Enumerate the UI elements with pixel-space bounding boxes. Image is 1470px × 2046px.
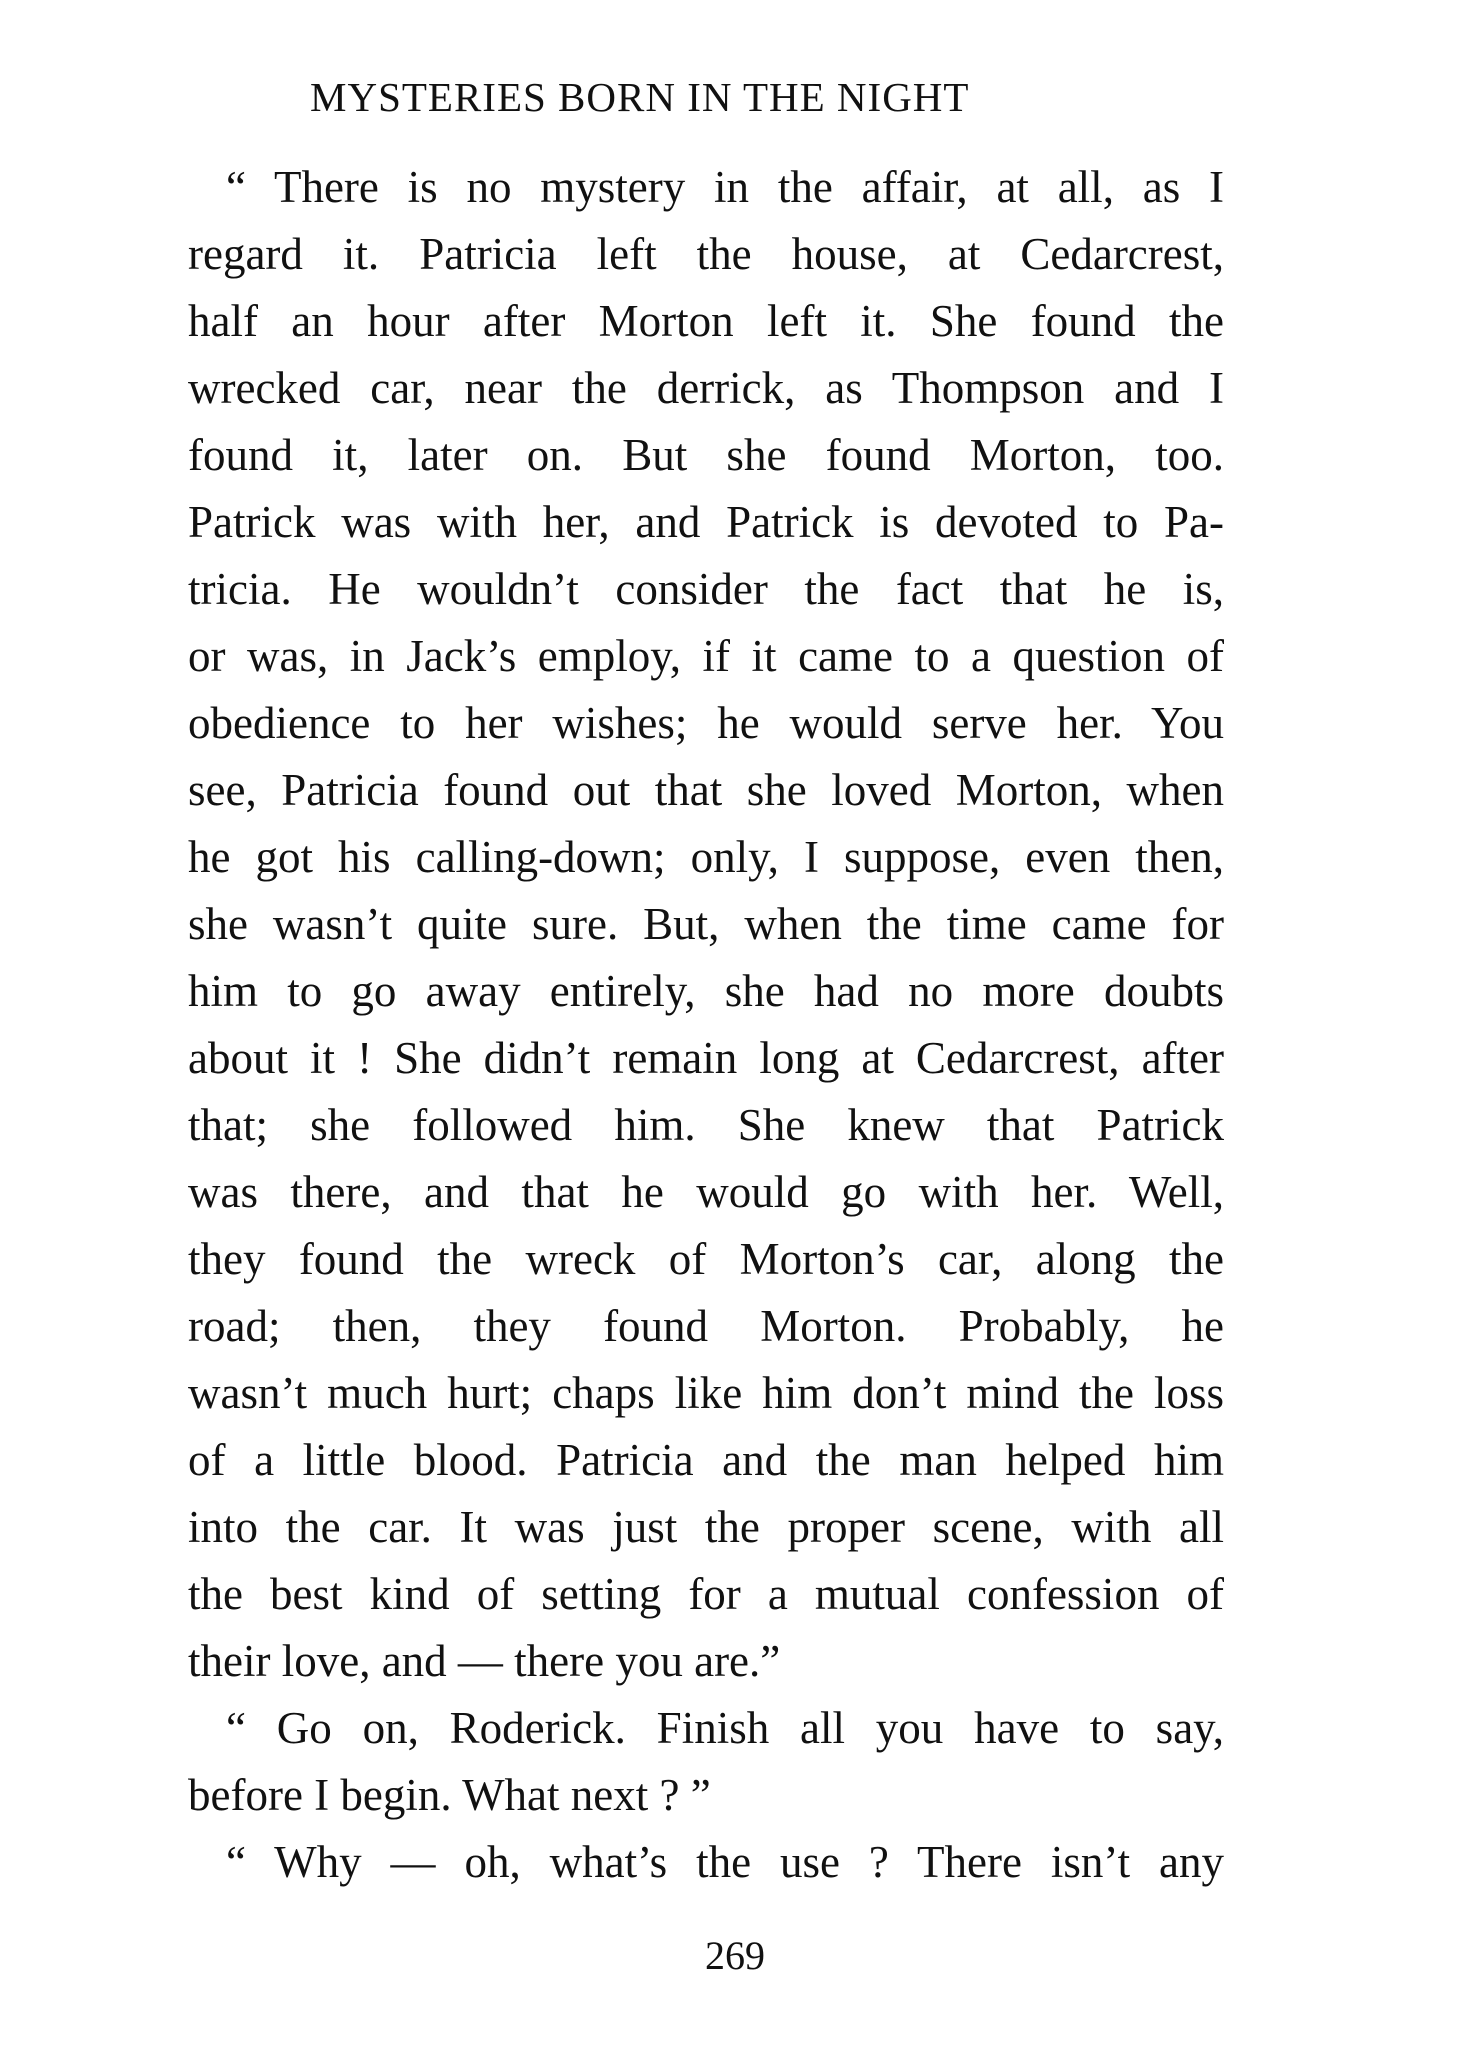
text-line: “ Go on, Roderick. Finish all you have to say, bbox=[226, 1703, 1224, 1753]
page-number: 269 bbox=[705, 1933, 765, 1978]
text-line: the best kind of setting for a mutual confession of bbox=[188, 1569, 1224, 1619]
text-line: him to go away entirely, she had no more doubts bbox=[188, 966, 1224, 1016]
text-line: regard it. Patricia left the house, at Cedarcrest, bbox=[188, 229, 1224, 279]
text-line: wrecked car, near the derrick, as Thompson and I bbox=[188, 363, 1224, 413]
running-head: MYSTERIES BORN IN THE NIGHT bbox=[310, 74, 970, 120]
text-line: that; she followed him. She knew that Patrick bbox=[188, 1100, 1224, 1150]
text-line: road; then, they found Morton. Probably, he bbox=[188, 1301, 1224, 1351]
text-line: before I begin. What next ? ” bbox=[188, 1770, 711, 1820]
text-line: obedience to her wishes; he would serve her. You bbox=[188, 698, 1224, 748]
text-line: tricia. He wouldn’t consider the fact that he is, bbox=[188, 564, 1224, 614]
text-line: of a little blood. Patricia and the man helped him bbox=[188, 1435, 1224, 1485]
text-line: into the car. It was just the proper scene, with all bbox=[188, 1502, 1224, 1552]
text-line: Patrick was with her, and Patrick is devoted to Pa- bbox=[188, 497, 1224, 547]
body-text bbox=[188, 154, 1224, 1896]
text-line: “ Why — oh, what’s the use ? There isn’t any bbox=[226, 1837, 1224, 1887]
text-line: their love, and — there you are.” bbox=[188, 1636, 781, 1686]
text-line: wasn’t much hurt; chaps like him don’t mind the loss bbox=[188, 1368, 1224, 1418]
text-line: he got his calling-down; only, I suppose, even then, bbox=[188, 832, 1224, 882]
text-line: she wasn’t quite sure. But, when the time came for bbox=[188, 899, 1224, 949]
text-line: or was, in Jack’s employ, if it came to a question of bbox=[188, 631, 1224, 681]
text-line: about it ! She didn’t remain long at Cedarcrest, after bbox=[188, 1033, 1224, 1083]
text-line: they found the wreck of Morton’s car, along the bbox=[188, 1234, 1224, 1284]
text-line: half an hour after Morton left it. She found the bbox=[188, 296, 1224, 346]
text-line: was there, and that he would go with her. Well, bbox=[188, 1167, 1224, 1217]
text-line: see, Patricia found out that she loved Morton, when bbox=[188, 765, 1224, 815]
text-line: “ There is no mystery in the affair, at all, as I bbox=[226, 162, 1224, 212]
text-line: found it, later on. But she found Morton, too. bbox=[188, 430, 1224, 480]
